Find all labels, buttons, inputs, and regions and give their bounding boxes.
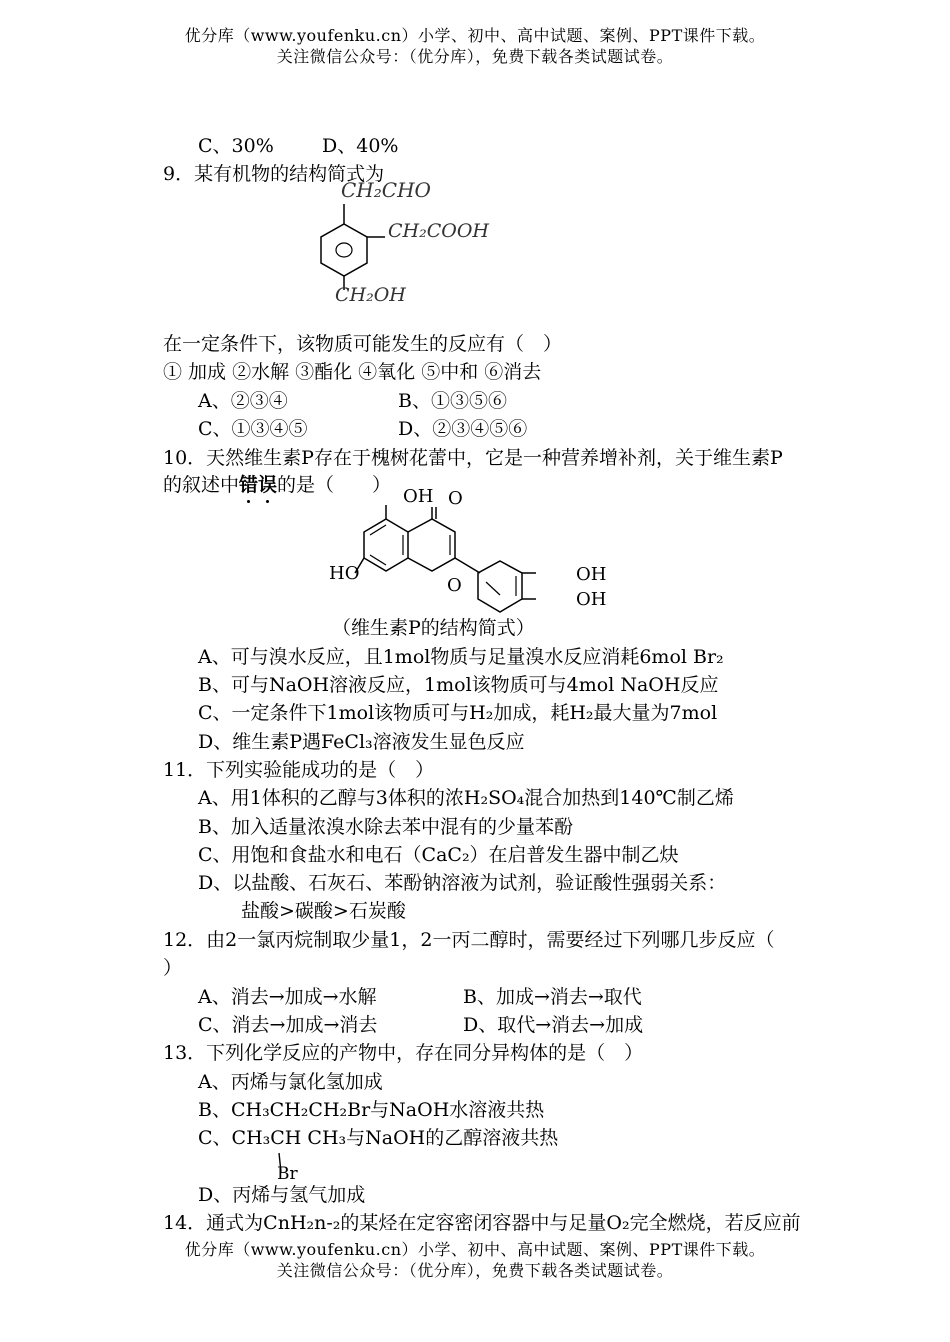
q10-middle-ring <box>408 519 455 571</box>
q11-option-b: B、加入适量浓溴水除去苯中混有的少量苯酚 <box>198 816 573 838</box>
q10-label-o-ring: O <box>447 575 462 596</box>
q10-stem-line1: 10．天然维生素P存在于槐树花蕾中，它是一种营养增补剂，关于维生素P <box>163 447 783 469</box>
q11-stem: 11．下列实验能成功的是（ ） <box>163 759 435 781</box>
q10-caption: （维生素P的结构简式） <box>332 617 535 639</box>
q10-label-oh-right2: OH <box>576 589 607 610</box>
q11-option-c: C、用饱和食盐水和电石（CaC₂）在启普发生器中制乙炔 <box>198 844 679 866</box>
q10-structure-diagram <box>320 495 620 620</box>
q8-option-c: C、30% <box>198 135 274 157</box>
q10-label-oh-right1: OH <box>576 564 607 585</box>
q11-option-d-line2: 盐酸>碳酸>石炭酸 <box>241 900 406 922</box>
q9-reactions: ① 加成 ②水解 ③酯化 ④氧化 ⑤中和 ⑥消去 <box>163 361 542 383</box>
q14-stem: 14．通式为CnH₂n-₂的某烃在定容密闭容器中与足量O₂完全燃烧，若反应前 <box>163 1212 801 1234</box>
q10-option-a: A、可与溴水反应，且1mol物质与足量溴水反应消耗6mol Br₂ <box>198 646 724 668</box>
page-header-line2: 关注微信公众号：（优分库），免费下载各类试题试卷。 <box>276 47 674 66</box>
q12-option-c: C、消去→加成→消去 <box>198 1014 378 1036</box>
page-footer-line1: 优分库（www.youfenku.cn）小学、初中、高中试题、案例、PPT课件下载。 <box>184 1240 766 1259</box>
q12-stem: 12．由2一氯丙烷制取少量1，2一丙二醇时，需要经过下列哪几步反应（ <box>163 929 775 951</box>
q9-label-ch2cho: CH₂CHO <box>341 178 431 202</box>
q9-option-c: C、①③④⑤ <box>198 418 308 440</box>
q10-option-b: B、可与NaOH溶液反应，1mol该物质可与4mol NaOH反应 <box>198 674 719 696</box>
q9-condition: 在一定条件下，该物质可能发生的反应有（ ） <box>163 333 563 355</box>
q12-option-b: B、加成→消去→取代 <box>463 986 642 1008</box>
q9-benzene-ring <box>321 224 367 276</box>
q9-label-ch2cooh: CH₂COOH <box>388 220 489 242</box>
q8-option-d: D、40% <box>322 135 399 157</box>
q12-option-a: A、消去→加成→水解 <box>198 986 377 1008</box>
q10-stem-emphasis: 错误 <box>239 474 277 496</box>
q12-stem-line2: ） <box>163 957 183 979</box>
q10-option-c: C、一定条件下1mol该物质可与H₂加成，耗H₂最大量为7mol <box>198 702 718 724</box>
q10-stem-pre: 的叙述中 <box>163 474 240 496</box>
q9-option-a: A、②③④ <box>198 390 288 412</box>
q9-label-ch2oh: CH₂OH <box>335 284 406 306</box>
q13-option-c: C、CH₃CH CH₃与NaOH的乙醇溶液共热 <box>198 1127 559 1149</box>
q9-option-d: D、②③④⑤⑥ <box>398 418 528 440</box>
q13-option-a: A、丙烯与氯化氢加成 <box>198 1071 383 1093</box>
q11-option-d: D、以盐酸、石灰石、苯酚钠溶液为试剂，验证酸性强弱关系： <box>198 872 727 894</box>
page-header-line1: 优分库（www.youfenku.cn）小学、初中、高中试题、案例、PPT课件下载。 <box>184 26 766 45</box>
q10-label-o-top: O <box>448 488 463 509</box>
q10-label-ho: HO <box>329 563 360 584</box>
q10-stem-post: 的是（ ） <box>277 474 392 496</box>
page-footer-line2: 关注微信公众号：（优分库），免费下载各类试题试卷。 <box>276 1261 674 1280</box>
q13-stem: 13．下列化学反应的产物中，存在同分异构体的是（ ） <box>163 1042 644 1064</box>
q13-option-d: D、丙烯与氢气加成 <box>198 1184 366 1206</box>
q10-left-ring <box>364 519 408 571</box>
q12-option-d: D、取代→消去→加成 <box>463 1014 644 1036</box>
q13-option-b: B、CH₃CH₂CH₂Br与NaOH水溶液共热 <box>198 1099 545 1121</box>
q10-option-d: D、维生素P遇FeCl₃溶液发生显色反应 <box>198 731 525 753</box>
q9-aromatic-circle <box>336 243 352 257</box>
q11-option-a: A、用1体积的乙醇与3体积的浓H₂SO₄混合加热到140℃制乙烯 <box>198 787 734 809</box>
q13-option-c-br: Br <box>277 1164 298 1184</box>
q9-option-b: B、①③⑤⑥ <box>398 390 507 412</box>
q9-stem: 9．某有机物的结构简式为 <box>163 163 385 185</box>
q10-label-oh-top: OH <box>403 486 434 507</box>
